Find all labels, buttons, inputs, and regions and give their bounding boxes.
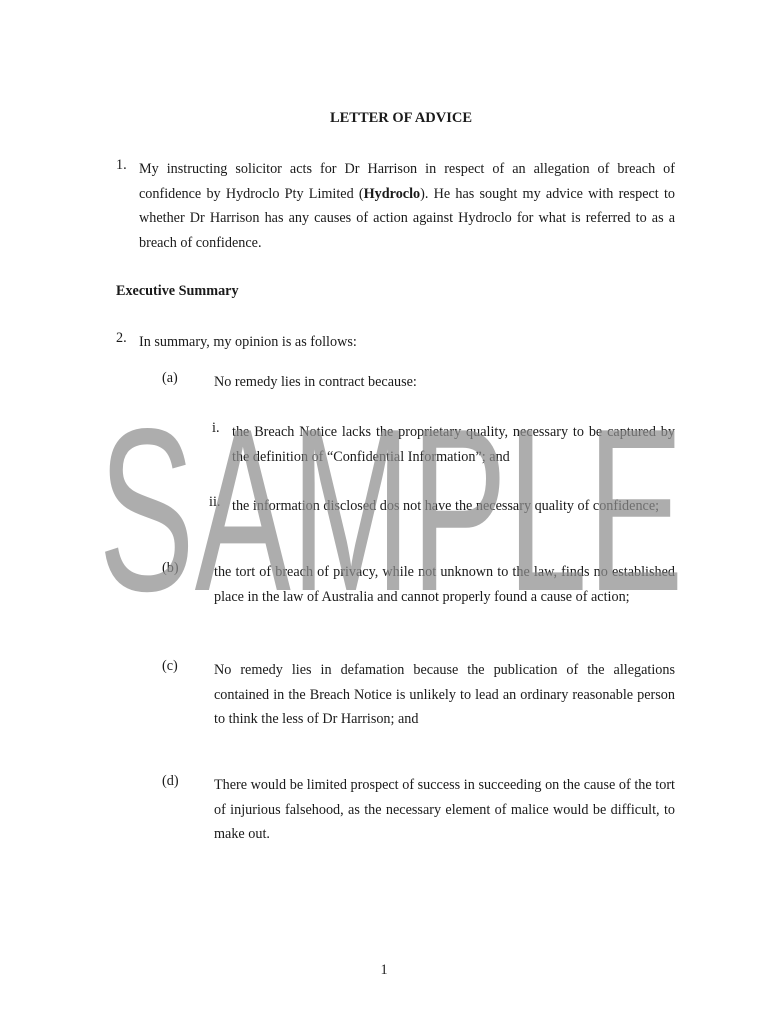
subitem-i-text: the Breach Notice lacks the proprietary quality, necessary to be captured by the definition of “Confidential Information”; and [232,424,675,465]
item-b-label: (b) [162,560,179,576]
document-title: LETTER OF ADVICE [329,110,473,126]
item-b-text: the tort of breach of privacy, while not unknown to the law, finds no established place in the law of Australia and cannot properly found a cause of action; [214,564,675,605]
para-1-text-before: My instructing solicitor acts for Dr Harrison in respect of an allegation of breach of confidence by Hydroclo Pty Limited ( [139,161,675,202]
para-1-text [139,157,675,255]
item-c-text: No remedy lies in defamation because the publication of the allegations contained in the Breach Notice is unlikely to lead an ordinary reasonable person to think the less of Dr Harrison; and [214,662,675,727]
sample-watermark-text: SAMPLE [98,385,684,625]
para-2-text: In summary, my opinion is as follows: [139,334,357,350]
page-number: 1 [380,962,388,978]
item-c-label: (c) [162,658,178,674]
item-a-text: No remedy lies in contract because: [214,374,417,390]
subitem-i-label: i. [212,420,220,436]
subitem-ii-label: ii. [209,494,221,510]
para-1-bold-term: Hydroclo [363,185,421,202]
subitem-ii-text: the information disclosed dos not have the necessary quality of confidence; [232,498,660,514]
section-heading: Executive Summary [116,283,239,299]
item-d-text: There would be limited prospect of success in succeeding on the cause of the tort of injurious falsehood, as the necessary element of malice would be difficult, to make out. [214,777,675,842]
item-d-label: (d) [162,773,179,789]
para-1-number: 1. [116,157,127,173]
item-a-label: (a) [162,370,178,386]
para-2-number: 2. [116,330,127,346]
para-1-text-after: ). He has sought my advice with respect to whether Dr Harrison has any causes of action against Hydroclo for what is referred to as a breach of confidence. [139,185,675,251]
